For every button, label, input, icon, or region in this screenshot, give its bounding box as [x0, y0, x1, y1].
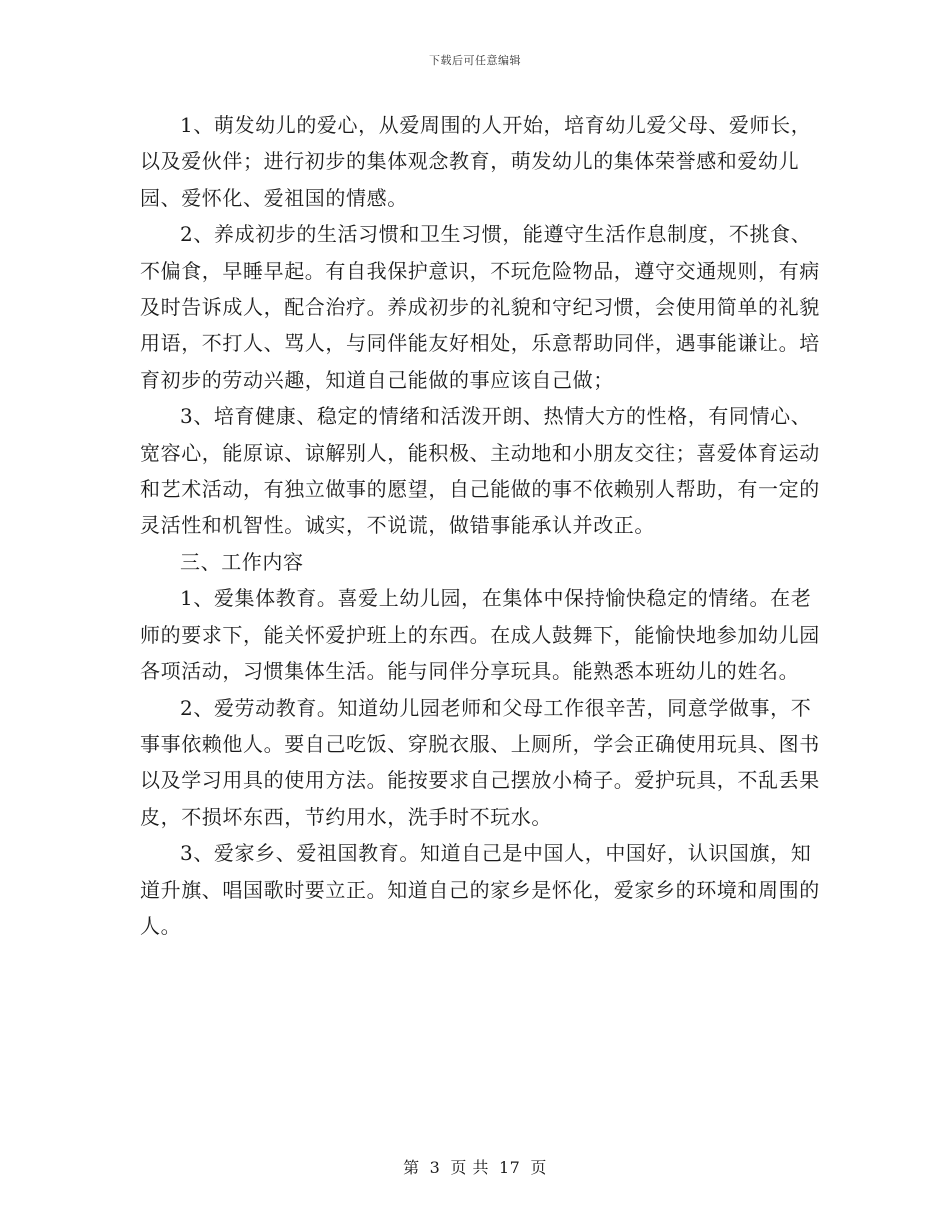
paragraph-content-3: 3、爱家乡、爱祖国教育。知道自己是中国人，中国好，认识国旗，知道升旗、唱国歌时要立正。知道自己的家乡是怀化，爱家乡的环境和周围的人。 [140, 841, 820, 938]
paragraph-content-2: 2、爱劳动教育。知道幼儿园老师和父母工作很辛苦，同意学做事，不事事依赖他人。要自己吃饭、穿脱衣服、上厕所，学会正确使用玩具、图书以及学习用具的使用方法。能按要求自己摆放小椅子。爱护玩具，不乱丢果皮，不损坏东西，节约用水，洗手时不玩水。 [140, 695, 820, 829]
footer-suffix: 页 [530, 1158, 547, 1177]
page-header: 下载后可任意编辑 [429, 54, 521, 67]
footer-middle: 页 共 [450, 1158, 489, 1177]
paragraph-content-1: 1、爱集体教育。喜爱上幼儿园，在集体中保持愉快稳定的情绪。在老师的要求下，能关怀爱护班上的东西。在成人鼓舞下，能愉快地参加幼儿园各项活动，习惯集体生活。能与同伴分享玩具。能熟悉本班幼儿的姓名。 [140, 586, 820, 684]
footer-total-pages: 17 [498, 1158, 521, 1177]
footer-current-page: 3 [429, 1158, 441, 1177]
paragraph-goal-2: 2、养成初步的生活习惯和卫生习惯，能遵守生活作息制度，不挑食、不偏食，早睡早起。有自我保护意识，不玩危险物品，遵守交通规则，有病及时告诉成人，配合治疗。养成初步的礼貌和守纪习惯，会使用简单的礼貌用语，不打人、骂人，与同伴能友好相处，乐意帮助同伴，遇事能谦让。培育初步的劳动兴趣，知道自己能做的事应该自己做； [140, 222, 820, 392]
footer-prefix: 第 [403, 1158, 420, 1177]
paragraph-goal-1: 1、萌发幼儿的爱心，从爱周围的人开始，培育幼儿爱父母、爱师长，以及爱伙伴；进行初步的集体观念教育，萌发幼儿的集体荣誉感和爱幼儿园、爱怀化、爱祖国的情感。 [140, 113, 812, 210]
section-heading: 三、工作内容 [180, 549, 304, 574]
document-body [140, 107, 820, 944]
paragraph-goal-3: 3、培育健康、稳定的情绪和活泼开朗、热情大方的性格，有同情心、宽容心，能原谅、谅解别人，能积极、主动地和小朋友交往；喜爱体育运动和艺术活动，有独立做事的愿望，自己能做的事不依赖别人帮助，有一定的灵活性和机智性。诚实，不说谎，做错事能承认并改正。 [140, 404, 820, 538]
page-footer [0, 1155, 950, 1178]
